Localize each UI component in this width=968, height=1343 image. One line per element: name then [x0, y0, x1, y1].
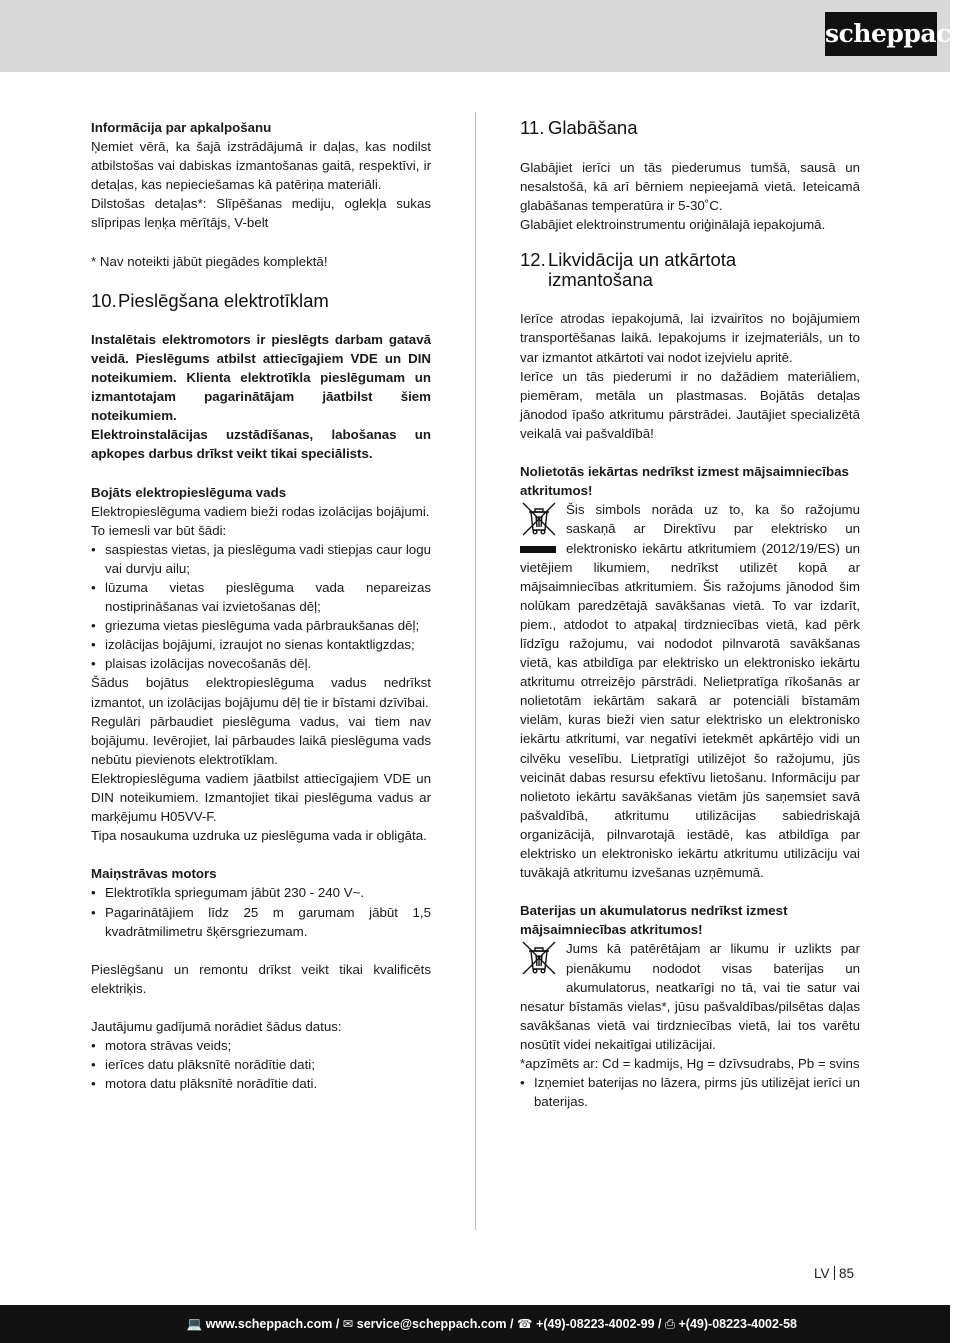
section-10-title — [91, 291, 431, 311]
fax-icon: ⎙ — [665, 1317, 676, 1331]
weee-paragraph: Šis simbols norāda uz to, ka šo ražojumu saskaņā ar Direktīvu par elektrisko un elektronisko iekārtu atkritumiem (2012/19/ES) un vietējiem likumiem, nedrīkst utilizēt kopā ar mājsaimniecības atkritumiem. Šis ražojums jānodod šim nolūkam paredzētajā savākšanas vietā. To var izdarīt, piem., atdodot to atpakaļ tirdzniecības vietā, kad pērk līdzīgu ražojumu, vai nododot pilnvarotā savākšanas vietā, kas atbildīga par elektrisko un elektronisko iekārtu atkritumu otrreizējo pārstrādi. Nelietpratīga rīkošanās ar nolietotām iekārtām sakarā ar potenciāli bīstamām vielām, kuras bieži vien satur elektrisko un elektronisko iekārtu atkritumi, var negatīvi ietekmēt apkārtējo vidi un cilvēku veselību. Lietpratīgi utilizējot šo ražojumu, jūs veicināt dabas resursu efektīvu lietošanu. Informāciju par nolietoto iekārtu savākšanas vietām jūs saņemsiet savā pašvaldībā, atkritumu utilizācijas sabiedriskajā organizācijā, pilnvarotajā iestādē, kas atbildīga par elektrisko un elektronisko iekārtu atkritumu utilizāciju vai tuvākajā atkritumu izvešanas uzņēmumā. — [520, 502, 860, 881]
website-link[interactable]: www.scheppach.com — [205, 1317, 333, 1331]
list-item: • Elektrotīkla spriegumam jābūt 230 - 240 V~. — [91, 883, 431, 902]
separator: / — [510, 1317, 514, 1331]
section-title-text — [548, 250, 736, 290]
motor-connection-bold: Instalētais elektromotors ir pieslēgts darbam gatavā veidā. Pieslēgums atbilst attiecīgajiem VDE un DIN noteikumiem. Klienta elektrotīkla pieslēgumam un izmantotajam pagarinātājam jāatbilst šiem noteikumiem. — [91, 331, 431, 424]
phone-number: +(49)-08223-4002-99 — [536, 1317, 655, 1331]
page-language: LV — [814, 1266, 830, 1281]
battery-list — [520, 1073, 860, 1111]
list-item: • Pagarinātājiem līdz 25 m garumam jābūt 1,5 kvadrātmilimetru šķērsgriezumam. — [91, 903, 431, 941]
list-item: • izolācijas bojājumi, izraujot no sienas kontaktligzdas; — [91, 635, 431, 654]
list-item: • saspiestas vietas, ja pieslēguma vadi stiepjas caur logu vai durvju ailu; — [91, 540, 431, 578]
section-number: 12. — [520, 249, 546, 271]
cable-standard-paragraph: Elektropieslēguma vadiem jāatbilst attiecīgajiem VDE un DIN noteikumiem. Izmantojiet tikai pieslēguma vadus ar marķējumu H05VV-F. — [91, 770, 431, 825]
weee-bar — [520, 546, 556, 553]
data-list — [91, 1036, 431, 1093]
wear-parts-paragraph: Dilstošas detaļas*: Slīpēšanas mediju, oglekļa sukas slīpripas leņķa mērītājs, V-belt — [91, 196, 431, 231]
section-title-text: Glabāšana — [548, 117, 638, 138]
list-item: • Izņemiet baterijas no lāzera, pirms jūs utilizējat ierīci un baterijas. — [520, 1073, 860, 1111]
electrician-paragraph: Pieslēgšanu un remontu drīkst veikt tikai kvalificēts elektriķis. — [91, 961, 431, 996]
list-item: • plaisas izolācijas novecošanās dēļ. — [91, 654, 431, 673]
crossed-bin-icon — [520, 939, 562, 979]
damaged-cable-paragraph: Elektropieslēguma vadiem bieži rodas izolācijas bojājumi. — [91, 503, 430, 519]
column-divider — [475, 112, 476, 1230]
danger-paragraph: Šādus bojātus elektropieslēguma vadus nedrīkst izmantot, un izolācijas bojājumu dēļ tie ir bīstami dzīvībai. — [91, 675, 431, 710]
materials-paragraph: Ierīce un tās piederumi ir no dažādiem materiāliem, piemēram, metāla un plastmasas. Bojātās detaļas jānodod īpašo atkritumu pārstrādei. Jautājiet specializētā veikalā vai pašvaldībā! — [520, 368, 860, 441]
left-column — [91, 118, 431, 1094]
section-number: 10. — [91, 289, 117, 311]
damage-reasons-list — [91, 540, 431, 674]
list-item: • griezuma vietas pieslēguma vada pārbraukšanas dēļ; — [91, 616, 431, 635]
header-band — [0, 0, 950, 72]
specialist-warning-bold: Elektroinstalācijas uzstādīšanas, labošanas un apkopes darbus drīkst veikt tikai speciālists. — [91, 427, 431, 462]
ac-motor-list — [91, 883, 431, 940]
separator: / — [335, 1317, 340, 1331]
battery-symbol — [520, 939, 562, 979]
battery-note: *apzīmēts ar: Cd = kadmijs, Hg = dzīvsudrabs, Pb = svins — [520, 1056, 860, 1072]
list-item: • motora strāvas veids; — [91, 1036, 431, 1055]
storage-packaging-paragraph: Glabājiet elektroinstrumentu oriģinālajā iepakojumā. — [520, 217, 826, 233]
title-line-1: Likvidācija un atkārtota — [548, 249, 737, 271]
list-item: • motora datu plāksnītē norādītie dati. — [91, 1074, 431, 1093]
reasons-intro: To iemesli var būt šādi: — [91, 522, 227, 538]
delivery-note: * Nav noteikti jābūt piegādes komplektā! — [91, 253, 328, 269]
damaged-cable-heading: Bojāts elektropieslēguma vads — [91, 484, 287, 500]
questions-paragraph: Jautājumu gadījumā norādiet šādus datus: — [91, 1019, 342, 1035]
footer-contact-bar — [0, 1305, 950, 1343]
section-title-text: Pieslēgšana elektrotīklam — [118, 289, 329, 311]
mail-icon: ✉ — [342, 1317, 354, 1331]
storage-paragraph: Glabājiet ierīci un tās piederumus tumšā, sausā un nesalstošā, kā arī bērniem nepieejamā vietā. Ieteicamā glabāšanas temperatūra ir 5-30˚C. — [520, 160, 860, 214]
computer-icon: 💻 — [186, 1317, 203, 1331]
ac-motor-heading: Maiņstrāvas motors — [91, 866, 217, 882]
battery-heading: Baterijas un akumulatorus nedrīkst izmest mājsaimniecības atkritumos! — [520, 903, 788, 938]
phone-icon: ☎ — [516, 1317, 533, 1331]
service-info-heading: Informācija par apkalpošanu — [91, 120, 272, 135]
fax-number: +(49)-08223-4002-58 — [678, 1317, 797, 1331]
email-link[interactable]: service@scheppach.com — [356, 1317, 507, 1331]
packaging-paragraph: Ierīce atrodas iepakojumā, lai izvairītos no bojājumiem transportēšanas laikā. Iepakojums ir izejmateriāls, un to var izmantot atkārtoti vai nodot izejvielu apritē. — [520, 311, 860, 365]
page-number — [814, 1266, 854, 1281]
list-item: • ierīces datu plāksnītē norādītie dati; — [91, 1055, 431, 1074]
list-item: • lūzuma vietas pieslēguma vada nepareizas nostiprināšanas vai izvietošanas dēļ; — [91, 578, 431, 616]
crossed-bin-icon — [520, 500, 562, 538]
section-number: 11. — [520, 117, 545, 138]
separator: / — [658, 1317, 662, 1331]
type-label-paragraph: Tipa nosaukuma uzdruka uz pieslēguma vada ir obligāta. — [91, 828, 427, 844]
right-column — [520, 118, 860, 1111]
title-line-2: izmantošana — [548, 269, 653, 291]
battery-paragraph: Jums kā patērētājam ar likumu ir uzlikts par pienākumu nododot visas baterijas un akumulatorus, neatkarīgi no tā, vai tie satur vai nesatur bīstamās vielas*, jūsu pašvaldības/pilsētas daļas savākšanas vietā vai tirdzniecības vietā, lai tos varētu nosūtīt videi nekaitīgai utilizācijai. — [520, 941, 860, 1052]
weee-heading: Nolietotās iekārtas nedrīkst izmest mājsaimniecības atkritumos! — [520, 464, 849, 499]
page-num: 85 — [839, 1266, 855, 1281]
section-12-title — [520, 250, 860, 290]
brand-logo: scheppach — [825, 12, 937, 56]
weee-symbol — [520, 500, 562, 553]
section-11-title — [520, 118, 860, 138]
inspection-paragraph: Regulāri pārbaudiet pieslēguma vadus, vai tiem nav bojājumu. Ievērojiet, lai pārbaudes laikā pieslēguma vads nebūtu pievienots elektrotīklam. — [91, 713, 431, 767]
service-info-paragraph: Ņemiet vērā, ka šajā izstrādājumā ir daļas, kas nodilst atbilstošas vai dabiskas izmantošanas gaitā, respektīvi, ir detaļas, kas nepieciešamas kā patēriņa materiāli. — [91, 139, 431, 193]
